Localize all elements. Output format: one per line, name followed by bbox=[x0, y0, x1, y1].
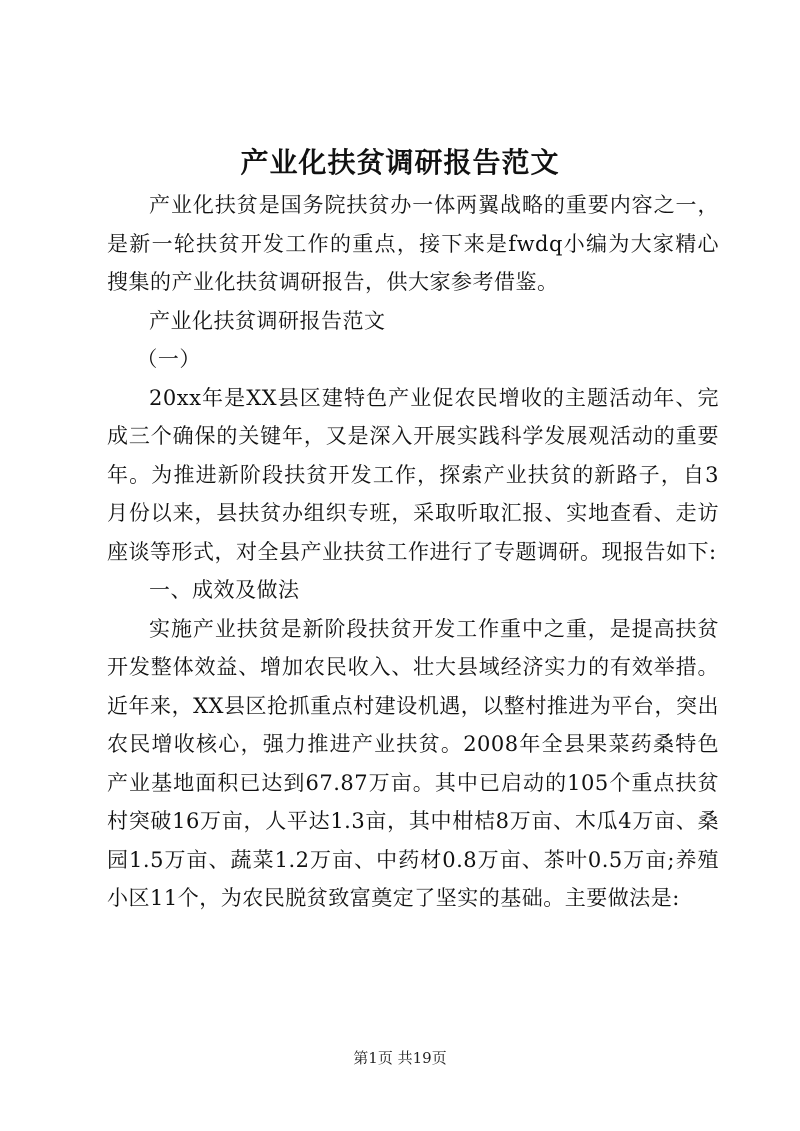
report-paragraph-2: 实施产业扶贫是新阶段扶贫开发工作重中之重，是提高扶贫开发整体效益、增加农民收入、壮大县域经济实力的有效举措。近年来，XX县区抢抓重点村建设机遇，以整村推进为平台，突出农民增收核心，强力推进产业扶贫。2008年全县果菜药桑特色产业基地面积已达到67.87万亩。其中已启动的105个重点扶贫村突破16万亩，人平达1.3亩，其中柑桔8万亩、木瓜4万亩、桑园1.5万亩、蔬菜1.2万亩、中药材0.8万亩、茶叶0.5万亩;养殖小区11个，为农民脱贫致富奠定了坚实的基础。主要做法是: bbox=[107, 616, 719, 910]
section-title: 产业化扶贫调研报告范文 bbox=[149, 308, 386, 333]
document-title: 产业化扶贫调研报告范文 bbox=[240, 146, 560, 179]
intro-paragraph: 产业化扶贫是国务院扶贫办一体两翼战略的重要内容之一，是新一轮扶贫开发工作的重点，接下来是fwdq小编为大家精心搜集的产业化扶贫调研报告，供大家参考借鉴。 bbox=[107, 193, 719, 294]
report-paragraph-1: 20xx年是XX县区建特色产业促农民增收的主题活动年、完成三个确保的关键年，又是深入开展实践科学发展观活动的重要年。为推进新阶段扶贫开发工作，探索产业扶贫的新路子，自3月份以来，县扶贫办组织专班，采取听取汇报、实地查看、走访座谈等形式，对全县产业扶贫工作进行了专题调研。现报告如下: bbox=[107, 385, 719, 564]
document-body bbox=[107, 186, 719, 918]
page-footer: 第1页 共19页 bbox=[353, 1049, 447, 1067]
heading-results-and-methods: 一、成效及做法 bbox=[149, 578, 300, 602]
section-number: （一） bbox=[136, 347, 201, 371]
